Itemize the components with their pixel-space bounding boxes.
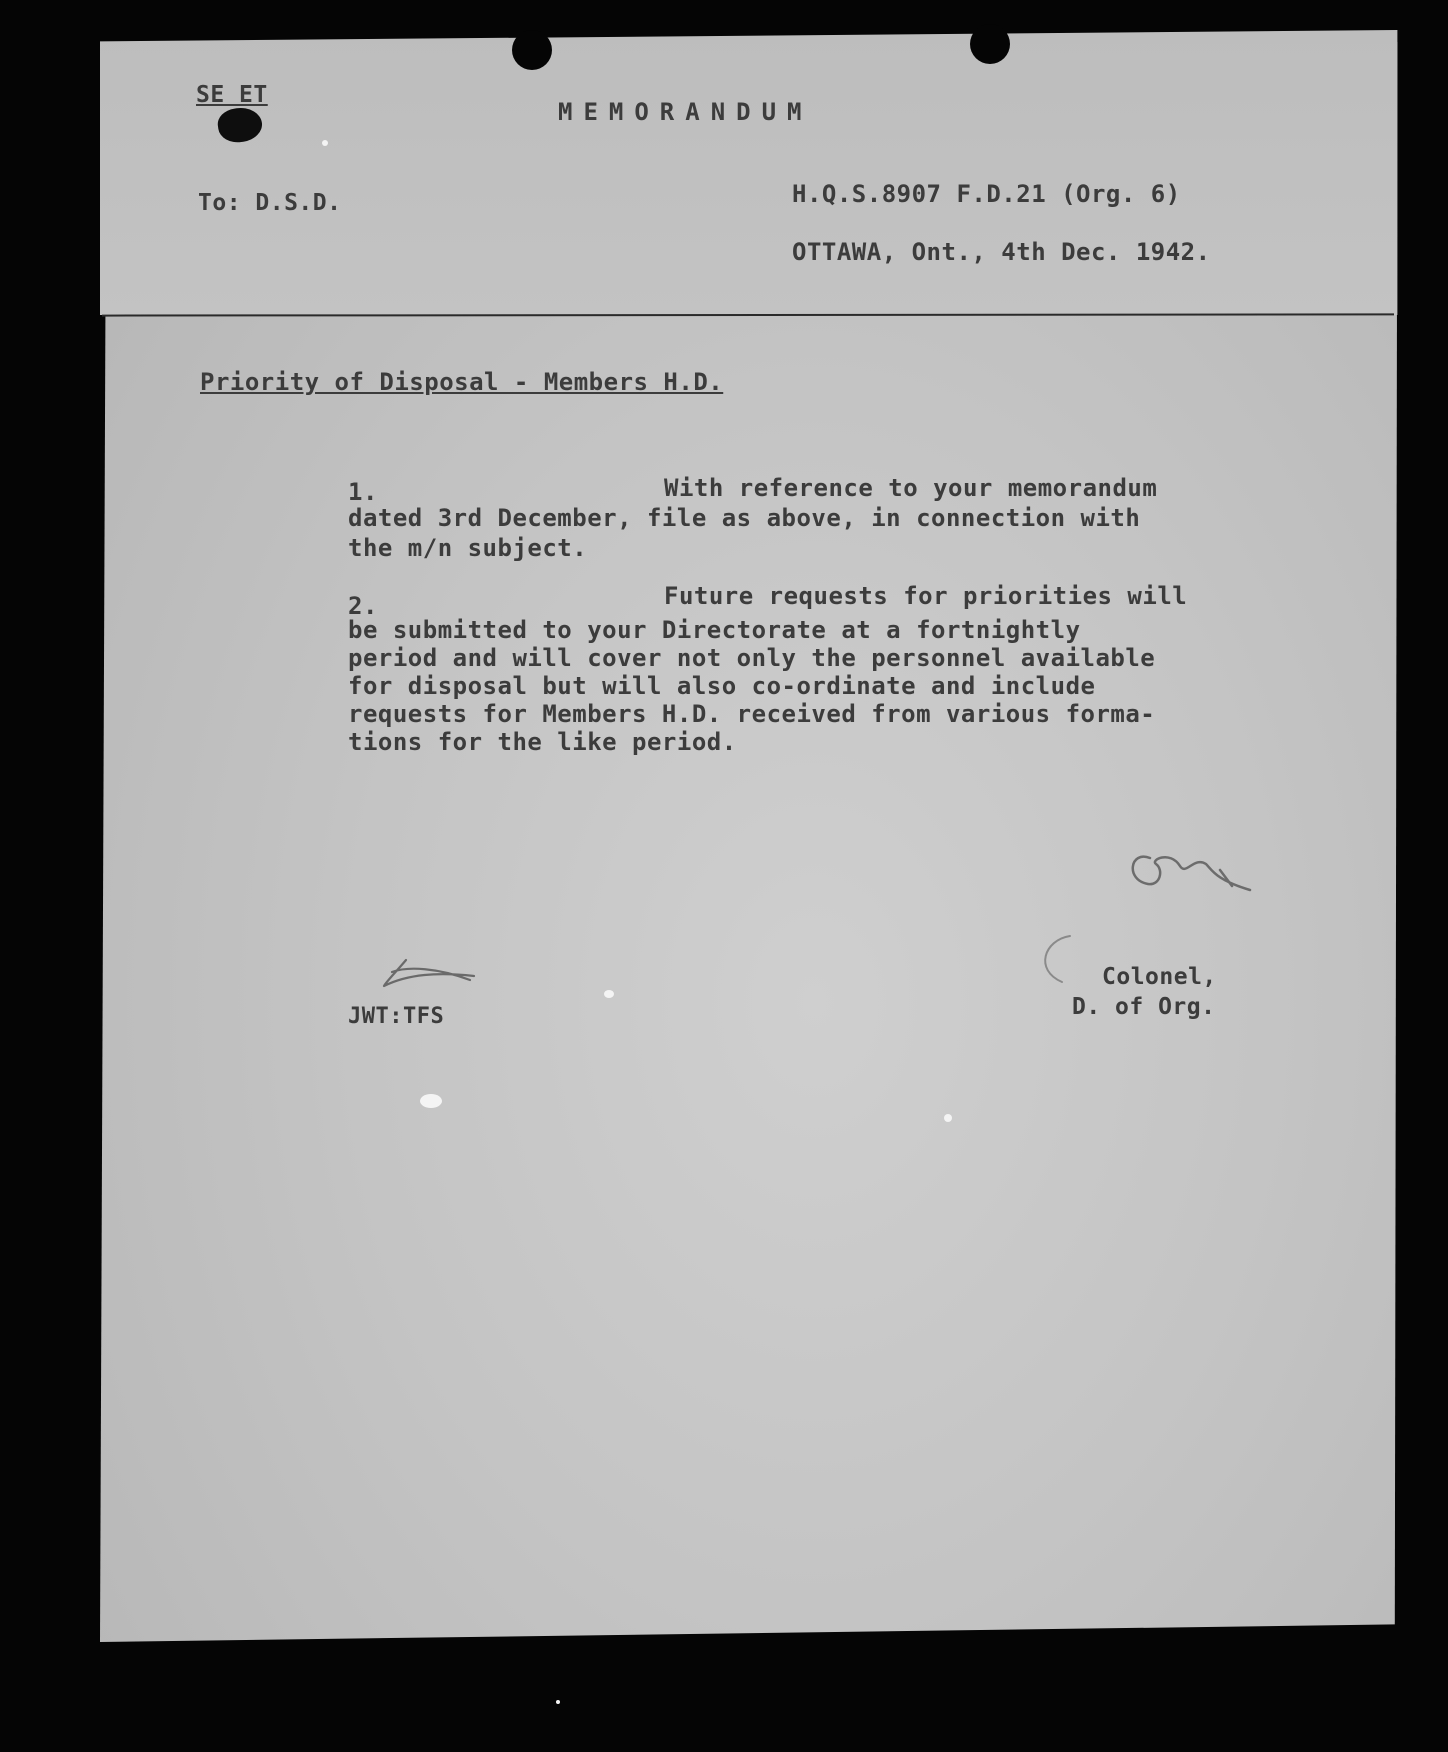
film-speck	[556, 1700, 560, 1704]
reference-initials: JWT:TFS	[348, 1004, 445, 1029]
film-speck	[944, 1114, 952, 1122]
paragraph-line: tions for the like period.	[348, 728, 737, 756]
classification-stamp: SE ET	[196, 82, 268, 108]
paragraph-line: be submitted to your Directorate at a fortnightly	[348, 616, 1081, 644]
paragraph-number: 2.	[348, 592, 378, 620]
handwritten-signature	[1120, 840, 1260, 910]
paragraph-line: With reference to your memorandum	[664, 474, 1158, 502]
handwritten-tick-mark	[378, 952, 478, 1002]
memo-header-band	[100, 30, 1400, 315]
addressee: To: D.S.D.	[198, 190, 342, 216]
paragraph-line: Future requests for priorities will	[664, 582, 1188, 610]
paragraph-line: dated 3rd December, file as above, in connection with	[348, 504, 1141, 532]
punch-hole-right	[970, 24, 1010, 64]
film-speck	[322, 140, 328, 146]
place-and-date: OTTAWA, Ont., 4th Dec. 1942.	[792, 238, 1211, 266]
paragraph-line: the m/n subject.	[348, 534, 588, 562]
film-speck	[420, 1094, 442, 1108]
paragraph-line: requests for Members H.D. received from various forma-	[348, 700, 1156, 728]
signatory-office: D. of Org.	[1072, 994, 1216, 1020]
file-reference: H.Q.S.8907 F.D.21 (Org. 6)	[792, 180, 1181, 208]
signature-flourish	[1030, 930, 1090, 990]
memo-title: MEMORANDUM	[558, 98, 813, 126]
paragraph-line: period and will cover not only the personnel available	[348, 644, 1156, 672]
punch-hole-left	[512, 30, 552, 70]
memo-subject: Priority of Disposal - Members H.D.	[200, 368, 724, 396]
signatory-rank: Colonel,	[1102, 964, 1217, 990]
paragraph-line: for disposal but will also co-ordinate and include	[348, 672, 1096, 700]
film-speck	[604, 990, 614, 998]
paragraph-number: 1.	[348, 478, 378, 506]
